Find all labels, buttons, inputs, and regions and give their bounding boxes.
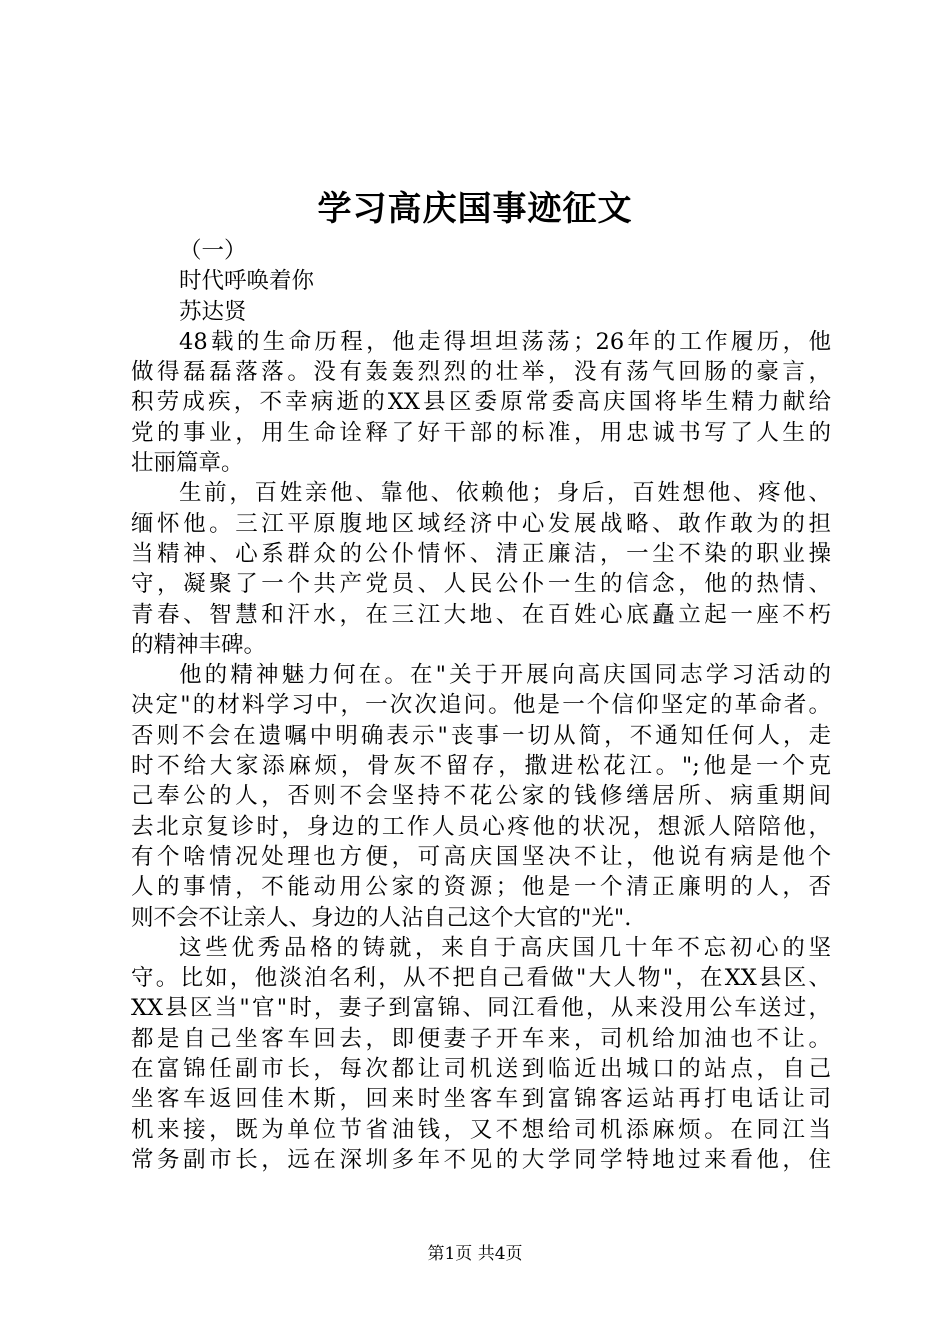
paragraph-line: 守。比如，他淡泊名利，从不把自己看做"大人物"，在XX县区、 <box>131 965 831 992</box>
paragraph-line: 积劳成疾，不幸病逝的XX县区委原常委高庆国将毕生精力献给 <box>131 389 831 416</box>
paragraph <box>131 327 831 478</box>
document-body <box>131 236 831 1175</box>
paragraph <box>131 660 831 933</box>
paragraph-line: 当精神、心系群众的公仆情怀、清正廉洁，一尘不染的职业操 <box>131 540 831 567</box>
page-footer: 第1页 共4页 <box>427 1244 523 1264</box>
paragraph-line: 青春、智慧和汗水，在三江大地、在百姓心底矗立起一座不朽 <box>131 601 831 628</box>
document-title: 学习高庆国事迹征文 <box>317 189 633 229</box>
paragraph-line: 生前，百姓亲他、靠他、依赖他；身后，百姓想他、疼他、 <box>179 480 831 507</box>
paragraph-line: 壮丽篇章。 <box>131 450 244 477</box>
paragraph <box>131 478 831 660</box>
paragraph-line: XX县区当"官"时，妻子到富锦、同江看他，从来没用公车送过， <box>131 995 831 1022</box>
paragraph-line: 有个啥情况处理也方便，可高庆国坚决不让，他说有病是他个 <box>131 843 831 870</box>
section-label: （一） <box>179 238 247 264</box>
paragraph-line: 决定"的材料学习中，一次次追问。他是一个信仰坚定的革命者。 <box>131 692 831 719</box>
paragraph-line: 坐客车返回佳木斯，回来时坐客车到富锦客运站再打电话让司 <box>131 1086 831 1113</box>
paragraph-line: 机来接，既为单位节省油钱，又不想给司机添麻烦。在同江当 <box>131 1116 831 1143</box>
paragraph-line: 在富锦任副市长，每次都让司机送到临近出城口的站点，自己 <box>131 1056 831 1083</box>
paragraph-line: 守，凝聚了一个共产党员、人民公仆一生的信念，他的热情、 <box>131 571 831 598</box>
paragraph-line: 去北京复诊时，身边的工作人员心疼他的状况，想派人陪陪他， <box>131 813 831 840</box>
article-subtitle: 时代呼唤着你 <box>179 268 315 295</box>
paragraph-line: 的精神丰碑。 <box>131 631 267 658</box>
paragraph-line: 时不给大家添麻烦，骨灰不留存，撒进松花江。";他是一个克 <box>131 753 831 780</box>
paragraph-line: 做得磊磊落落。没有轰轰烈烈的壮举，没有荡气回肠的豪言， <box>131 359 831 386</box>
paragraph-line: 48载的生命历程，他走得坦坦荡荡；26年的工作履历，他 <box>179 328 831 355</box>
paragraph-line: 人的事情，不能动用公家的资源；他是一个清正廉明的人，否 <box>131 874 831 901</box>
paragraph-line: 否则不会在遗嘱中明确表示"丧事一切从简，不通知任何人，走 <box>131 722 831 749</box>
paragraph-line: 这些优秀品格的铸就，来自于高庆国几十年不忘初心的坚 <box>179 934 831 961</box>
paragraph-container <box>131 327 831 1175</box>
article-author: 苏达贤 <box>179 298 247 325</box>
paragraph-line: 都是自己坐客车回去，即便妻子开车来，司机给加油也不让。 <box>131 1025 831 1052</box>
paragraph <box>131 933 831 1175</box>
paragraph-line: 他的精神魅力何在。在"关于开展向高庆国同志学习活动的 <box>179 662 831 689</box>
paragraph-line: 己奉公的人，否则不会坚持不花公家的钱修缮居所、病重期间 <box>131 783 831 810</box>
paragraph-line: 党的事业，用生命诠释了好干部的标准，用忠诚书写了人生的 <box>131 419 831 446</box>
paragraph-line: 则不会不让亲人、身边的人沾自己这个大官的"光". <box>131 904 632 931</box>
paragraph-line: 常务副市长，远在深圳多年不见的大学同学特地过来看他，住 <box>131 1146 831 1173</box>
paragraph-line: 缅怀他。三江平原腹地区域经济中心发展战略、敢作敢为的担 <box>131 510 831 537</box>
